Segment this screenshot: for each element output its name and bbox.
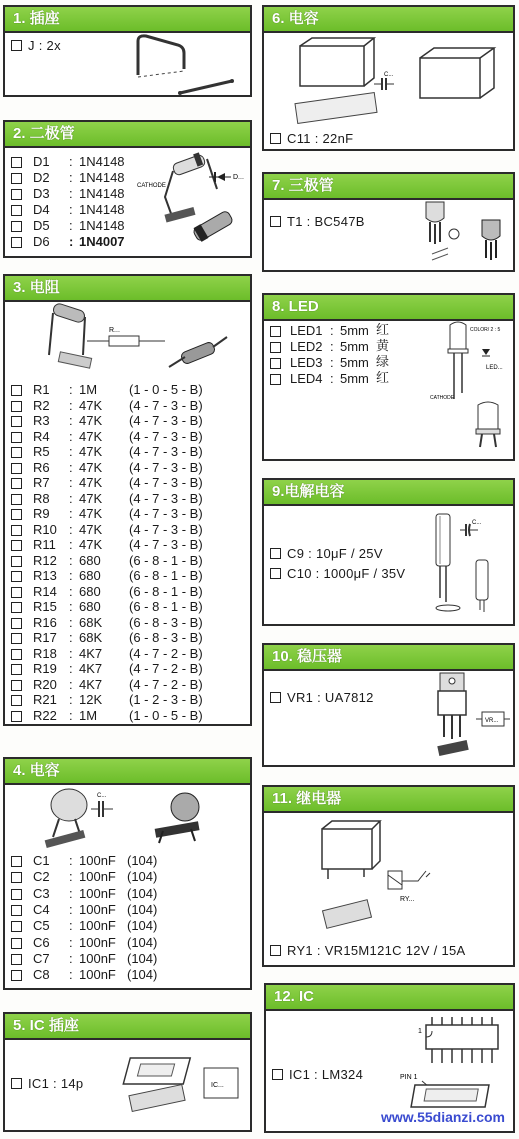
checkbox[interactable] xyxy=(11,695,22,706)
regulator-illustration xyxy=(414,671,514,767)
section-title: 9.电解电容 xyxy=(264,480,513,506)
list-item: RY1 : VR15M121C 12V / 15A xyxy=(270,943,466,958)
section-capacitor: 4. 电容 C... C1 : 100nF (104) C2 : 100nF (104) C3 : 100nF (104) C4 : 100nF (104) C5 : 100nF (104) C6 : 100nF (104) C7 : 100nF (104) C8 : 100nF (104) xyxy=(3,757,252,990)
checkbox[interactable] xyxy=(11,401,22,412)
checkbox[interactable] xyxy=(11,954,22,965)
checkbox[interactable] xyxy=(11,680,22,691)
section-diode: 2. 二极管 D1 : 1N4148 D2 : 1N4148 D3 : 1N4148 D4 : 1N4148 D5 : 1N4148 D6 : 1N4007 CATHODE D... xyxy=(3,120,252,258)
led-illustration xyxy=(430,319,510,459)
relay-ref-label: RY... xyxy=(400,896,415,903)
checkbox[interactable] xyxy=(11,40,22,51)
checkbox[interactable] xyxy=(11,872,22,883)
checkbox[interactable] xyxy=(270,133,281,144)
relay-illustration xyxy=(314,815,494,933)
checkbox[interactable] xyxy=(11,556,22,567)
checkbox[interactable] xyxy=(11,416,22,427)
checkbox[interactable] xyxy=(270,342,281,353)
list-item: VR1 : UA7812 xyxy=(270,690,374,705)
pin-number-label: 1 xyxy=(418,1028,422,1035)
led-cathode-label: CATHODE xyxy=(430,395,455,401)
checkbox[interactable] xyxy=(11,571,22,582)
transistor-illustration xyxy=(412,198,512,270)
list-item: IC1 : 14p xyxy=(11,1076,83,1091)
section-title: 3. 电阻 xyxy=(5,276,250,302)
checkbox[interactable] xyxy=(270,374,281,385)
section-title: 4. 电容 xyxy=(5,759,250,785)
film-capacitor-illustration xyxy=(270,34,510,124)
section-title: 11. 继电器 xyxy=(264,787,513,813)
ic-socket-illustration xyxy=(120,1044,250,1124)
checkbox[interactable] xyxy=(11,587,22,598)
pin1-label: PIN 1 xyxy=(400,1074,418,1081)
section-ic-socket xyxy=(3,1012,252,1132)
checkbox[interactable] xyxy=(11,463,22,474)
led-color-label: COLOR/ 2 : 5 xyxy=(470,327,501,333)
checkbox[interactable] xyxy=(11,711,22,722)
checkbox[interactable] xyxy=(11,447,22,458)
list-item: C11 : 22nF xyxy=(270,131,353,146)
section-connector xyxy=(3,5,252,97)
section-title: 6. 电容 xyxy=(264,7,513,33)
list-item: IC1 : LM324 xyxy=(272,1067,363,1082)
capacitor-ref-label: C... xyxy=(384,72,394,78)
list-item: J : 2x xyxy=(11,38,61,53)
checkbox[interactable] xyxy=(11,1078,22,1089)
capacitor-ref-label: C... xyxy=(97,793,107,799)
checkbox[interactable] xyxy=(11,856,22,867)
checkbox[interactable] xyxy=(11,509,22,520)
section-led: 8. LED LED1 : 5mm 红 LED2 : 5mm 黄 LED3 : 5mm 绿 LED4 : 5mm 红 COLOR/ 2 : 5 LED... CATHODE xyxy=(262,293,515,461)
section-title: 5. IC 插座 xyxy=(5,1014,250,1040)
checkbox[interactable] xyxy=(11,540,22,551)
section-title: 1. 插座 xyxy=(5,7,250,33)
section-capacitor-2 xyxy=(262,5,515,151)
resistor-illustration xyxy=(9,303,249,373)
checkbox[interactable] xyxy=(11,602,22,613)
regulator-ref-label: VR... xyxy=(485,718,499,724)
led-ref-label: LED... xyxy=(486,365,503,371)
list-item: C10 : 1000μF / 35V xyxy=(270,566,405,581)
checkbox[interactable] xyxy=(270,216,281,227)
section-title: 10. 稳压器 xyxy=(264,645,513,671)
list-item: T1 : BC547B xyxy=(270,214,365,229)
diode-ref-label: D... xyxy=(233,174,244,181)
checkbox[interactable] xyxy=(272,1069,283,1080)
checkbox[interactable] xyxy=(11,633,22,644)
checkbox[interactable] xyxy=(11,525,22,536)
ic-ref-label: IC... xyxy=(211,1082,224,1089)
cathode-label: CATHODE xyxy=(137,183,166,189)
checkbox[interactable] xyxy=(270,568,281,579)
section-ic xyxy=(264,983,515,1133)
jumper-illustration xyxy=(120,31,250,97)
checkbox[interactable] xyxy=(11,432,22,443)
section-resistor: 3. 电阻 R... R1 : 1M (1 - 0 - 5 - B) R2 : 47K (4 - 7 - 3 - B) R3 : 47K (4 - 7 - 3 - B) R4 : 47K (4 - 7 - 3 - B) R5 : 47K (4 - 7 - 3 - B) R6 : 47K (4 - 7 - 3 - B) R7 : 47K (4 - 7 - 3 - B) R8 : 47K (4 - 7 - 3 - B) R9 : 47K (4 - 7 - 3 - B) R10 : 47K (4 - 7 - 3 - B) R11 : 47K (4 - 7 - 3 - B) R12 : 680 (6 - 8 - 1 - B) R13 : 680 (6 - 8 - 1 - B) R14 : 680 (6 - 8 - 1 - B) R15 : 680 (6 - 8 - 1 - B) R16 : 68K (6 - 8 - 3 - B) R17 : 68K (6 - 8 - 3 - B) R18 : 4K7 (4 - 7 - 2 - B) R19 : 4K7 (4 - 7 - 2 - B) R20 : 4K7 (4 - 7 - 2 - B) R21 : 12K (1 - 2 - 3 - B) R22 : 1M (1 - 0 - 5 - B) xyxy=(3,274,252,726)
section-relay xyxy=(262,785,515,967)
checkbox[interactable] xyxy=(11,970,22,981)
section-regulator xyxy=(262,643,515,767)
checkbox[interactable] xyxy=(11,385,22,396)
checkbox[interactable] xyxy=(11,478,22,489)
checkbox[interactable] xyxy=(270,326,281,337)
section-title: 2. 二极管 xyxy=(5,122,250,148)
checkbox[interactable] xyxy=(11,905,22,916)
section-title: 7. 三极管 xyxy=(264,174,513,200)
diode-illustration xyxy=(137,149,251,254)
checkbox[interactable] xyxy=(11,889,22,900)
checkbox[interactable] xyxy=(11,664,22,675)
checkbox[interactable] xyxy=(11,494,22,505)
section-title: 12. IC xyxy=(266,985,513,1011)
section-electrolytic xyxy=(262,478,515,626)
checkbox[interactable] xyxy=(11,938,22,949)
electrolytic-illustration xyxy=(426,508,506,623)
section-title: 8. LED xyxy=(264,295,513,321)
capacitor-ref-label: C... xyxy=(472,520,482,526)
watermark: www.55dianzi.com xyxy=(381,1109,505,1125)
section-transistor xyxy=(262,172,515,272)
checkbox[interactable] xyxy=(11,921,22,932)
checkbox[interactable] xyxy=(11,649,22,660)
capacitor-illustration xyxy=(35,787,235,849)
checkbox[interactable] xyxy=(270,358,281,369)
list-item: C9 : 10μF / 25V xyxy=(270,546,383,561)
checkbox[interactable] xyxy=(270,945,281,956)
resistor-ref-label: R... xyxy=(109,327,120,334)
checkbox[interactable] xyxy=(11,618,22,629)
checkbox[interactable] xyxy=(270,692,281,703)
checkbox[interactable] xyxy=(270,548,281,559)
